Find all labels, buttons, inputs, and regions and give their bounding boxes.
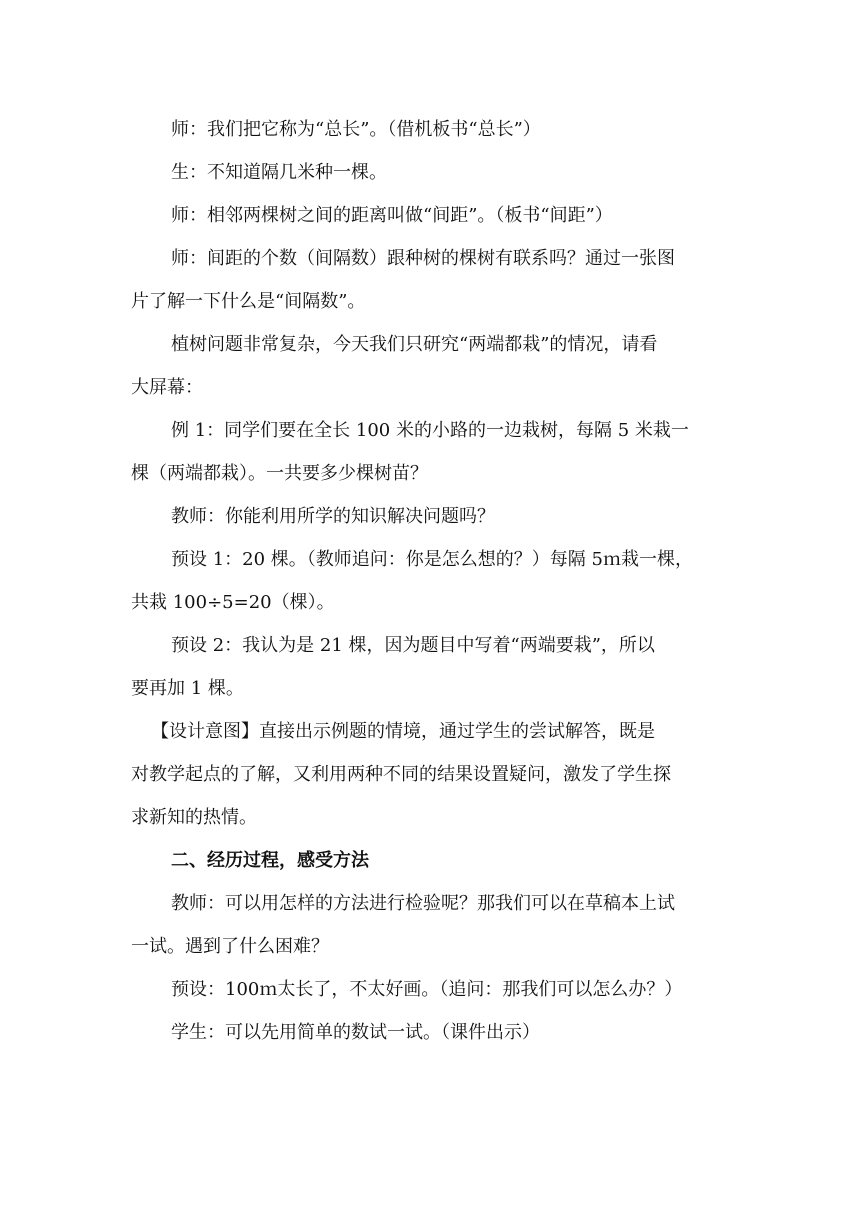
text-line: 求新知的热情。 bbox=[131, 807, 257, 828]
paragraph bbox=[131, 194, 731, 237]
text-line: 生：不知道隔几米种一棵。 bbox=[171, 162, 387, 183]
design-intent-paragraph bbox=[131, 710, 731, 839]
text-line: 学生：可以先用简单的数试一试。（课件出示） bbox=[171, 1022, 540, 1043]
text-line: 例 1：同学们要在全长 100 米的小路的一边栽树，每隔 5 米栽一 bbox=[171, 420, 689, 441]
section-title: 二、经历过程，感受方法 bbox=[171, 850, 369, 871]
paragraph bbox=[131, 624, 731, 710]
text-line: 师：间距的个数（间隔数）跟种树的棵树有联系吗？通过一张图 bbox=[171, 248, 675, 269]
text-line: 师：我们把它称为“总长”。（借机板书“总长”） bbox=[171, 119, 541, 140]
text-line: 一试。遇到了什么困难？ bbox=[131, 936, 329, 957]
paragraph bbox=[131, 151, 731, 194]
document-body bbox=[131, 108, 731, 1054]
paragraph bbox=[131, 882, 731, 968]
paragraph bbox=[131, 495, 731, 538]
text-line: 【设计意图】直接出示例题的情境，通过学生的尝试解答，既是 bbox=[151, 721, 655, 742]
text-line: 植树问题非常复杂，今天我们只研究“两端都栽”的情况，请看 bbox=[171, 334, 658, 355]
example-paragraph bbox=[131, 409, 731, 495]
text-line: 师：相邻两棵树之间的距离叫做“间距”。（板书“间距”） bbox=[171, 205, 613, 226]
paragraph bbox=[131, 968, 731, 1011]
text-line: 要再加 1 棵。 bbox=[131, 678, 244, 699]
paragraph bbox=[131, 538, 731, 624]
text-line: 预设：100ｍ太长了，不太好画。（追问：那我们可以怎么办？） bbox=[171, 979, 683, 1000]
text-line: 教师：可以用怎样的方法进行检验呢？那我们可以在草稿本上试 bbox=[171, 893, 675, 914]
text-line: 片了解一下什么是“间隔数”。 bbox=[131, 291, 366, 312]
text-line: 大屏幕： bbox=[131, 377, 203, 398]
text-line: 棵（两端都栽）。一共要多少棵树苗？ bbox=[131, 463, 428, 484]
paragraph bbox=[131, 108, 731, 151]
text-line: 共栽 100÷5=20（棵）。 bbox=[131, 592, 335, 613]
paragraph bbox=[131, 323, 731, 409]
paragraph bbox=[131, 1011, 731, 1054]
paragraph bbox=[131, 237, 731, 323]
text-line: 对教学起点的了解，又利用两种不同的结果设置疑问，激发了学生探 bbox=[131, 764, 671, 785]
section-heading bbox=[131, 839, 731, 882]
text-line: 预设 2：我认为是 21 棵，因为题目中写着“两端要栽”，所以 bbox=[171, 635, 655, 656]
text-line: 教师：你能利用所学的知识解决问题吗？ bbox=[171, 506, 495, 527]
text-line: 预设 1：20 棵。（教师追问：你是怎么想的？）每隔 5ｍ栽一棵， bbox=[171, 549, 693, 570]
